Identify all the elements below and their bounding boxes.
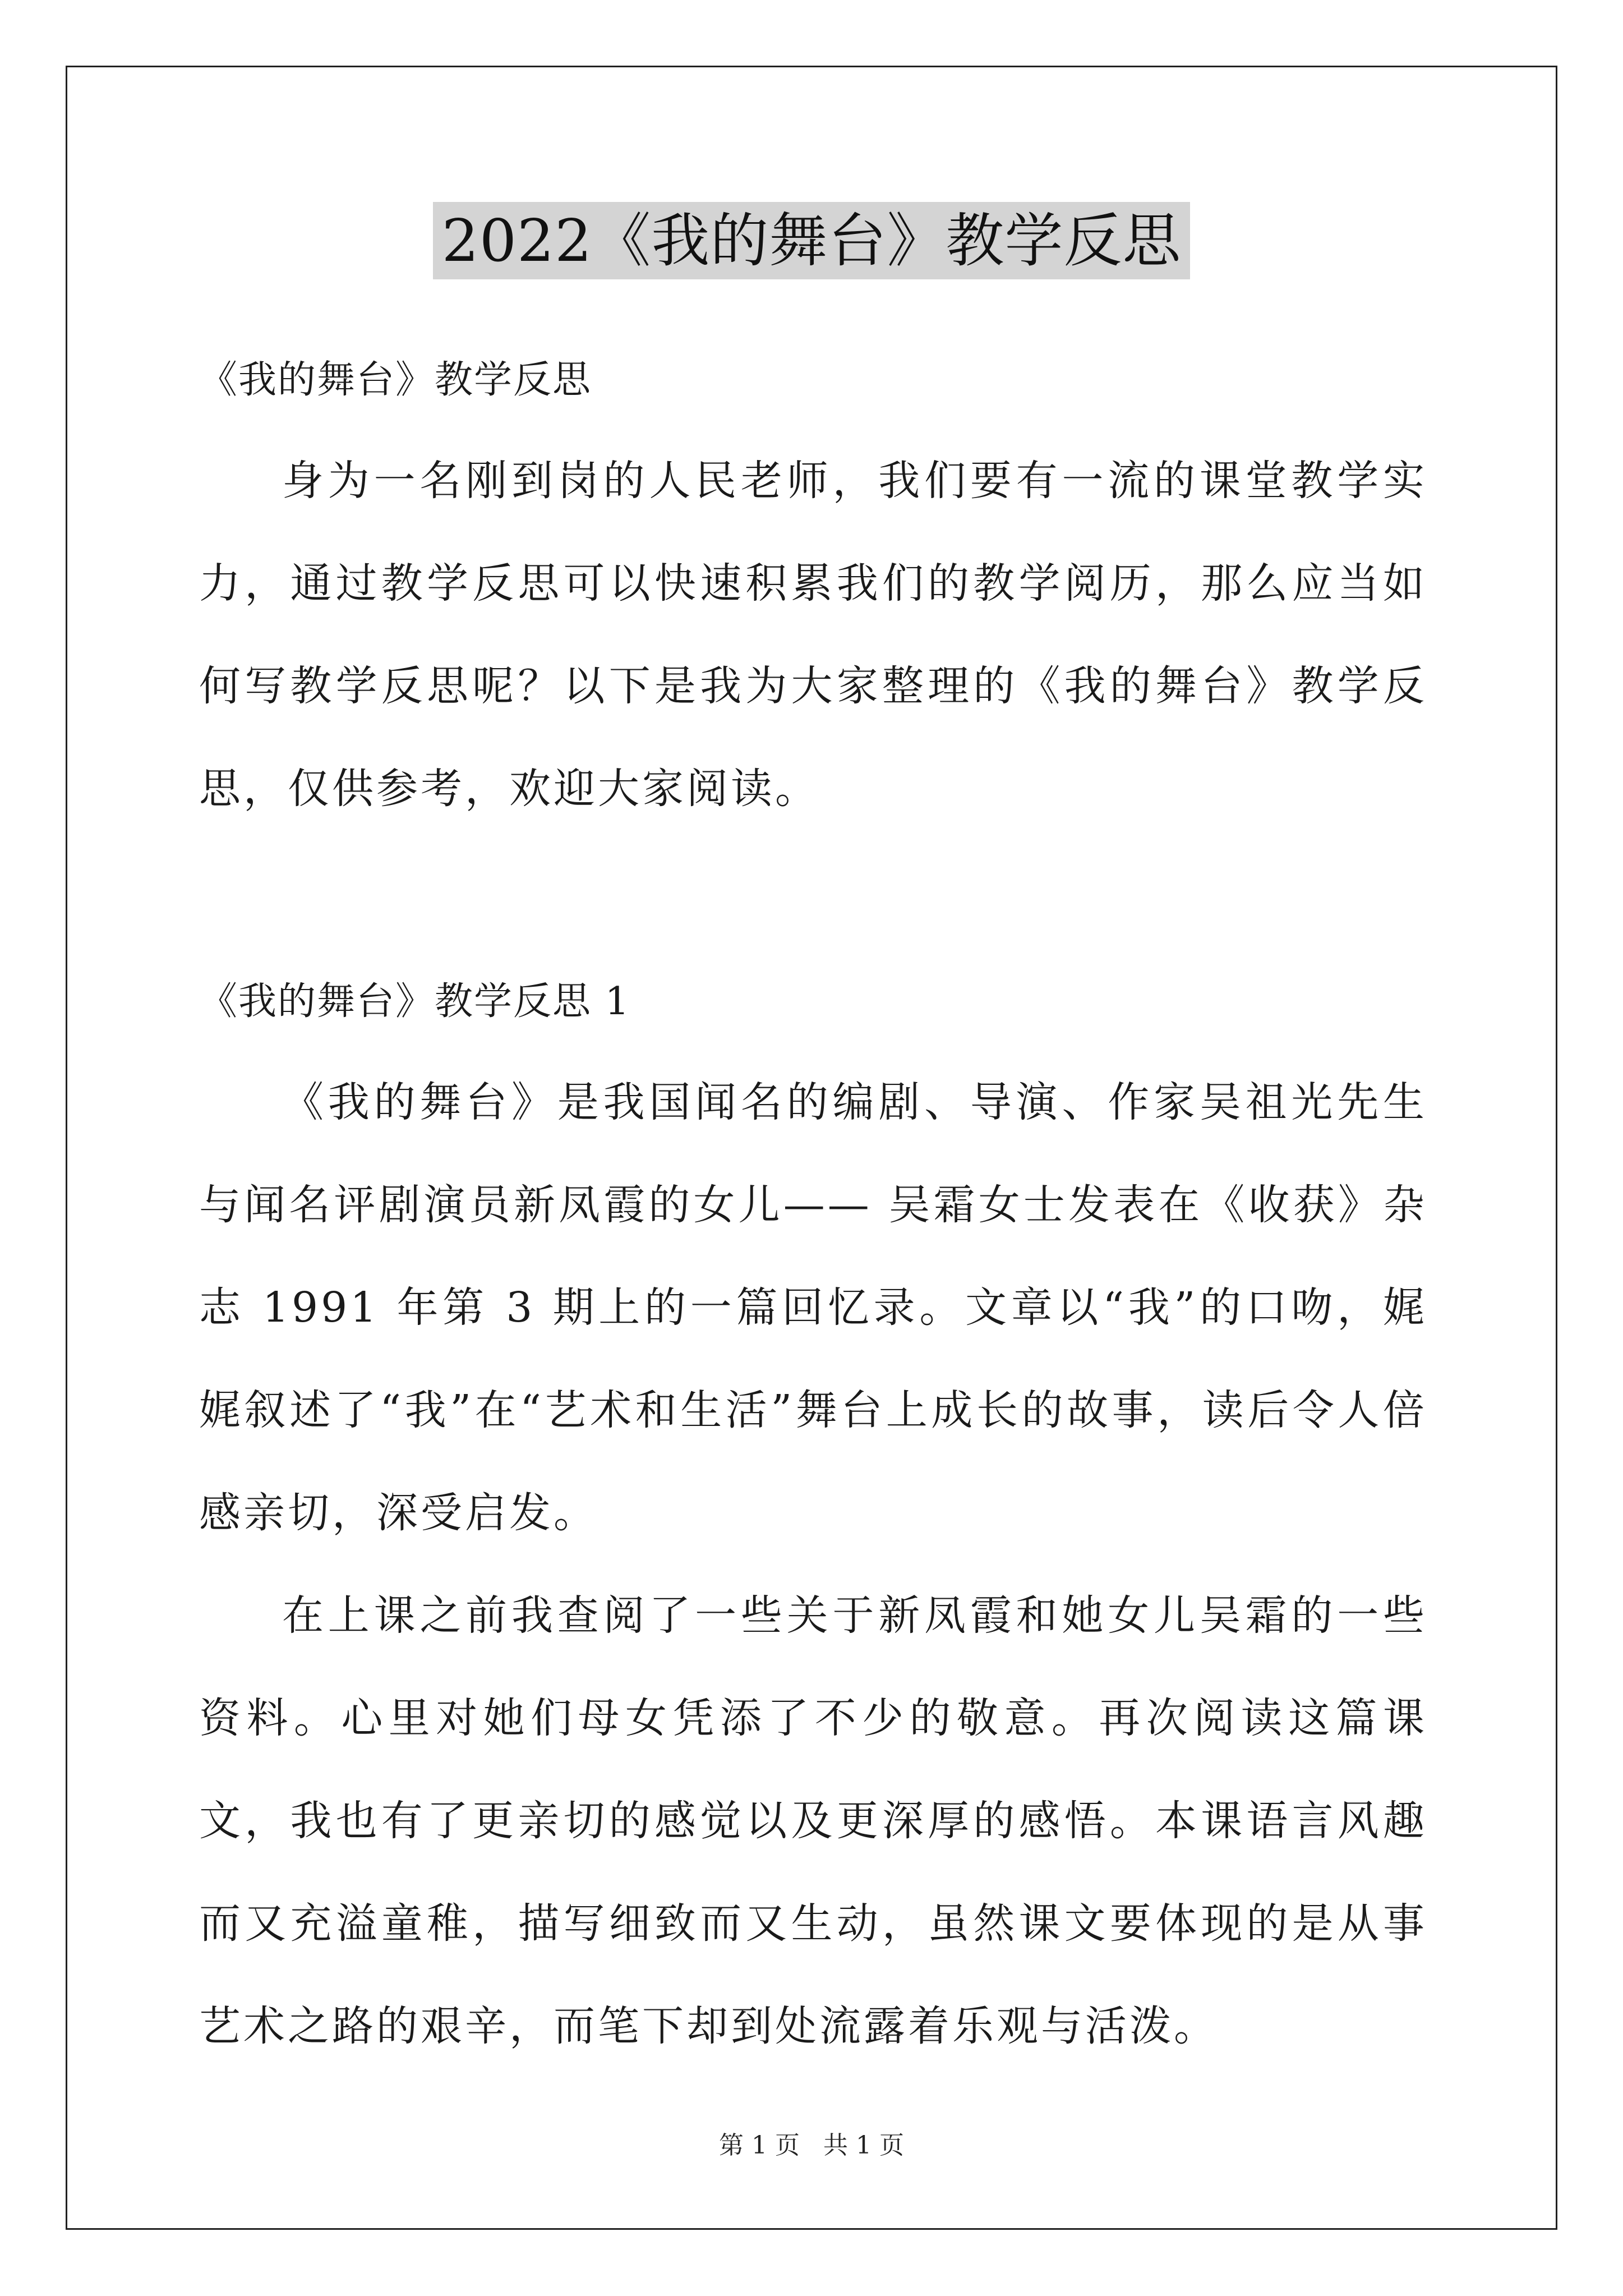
page-number-total: 共 1 页	[823, 2131, 904, 2160]
intro-paragraph: 身为一名刚到岗的人民老师，我们要有一流的课堂教学实力，通过教学反思可以快速积累我们的教学阅历，那么应当如何写教学反思呢？以下是我为大家整理的《我的舞台》教学反思，仅供参考，欢迎大家阅读。	[199, 457, 1427, 813]
section1-heading: 《我的舞台》教学反思 1	[199, 979, 630, 1024]
page-number-current: 第 1 页	[719, 2131, 800, 2160]
document-body	[199, 331, 1427, 2078]
document-title: 2022《我的舞台》教学反思	[433, 202, 1191, 279]
intro-heading: 《我的舞台》教学反思	[199, 358, 592, 402]
page-footer	[0, 2129, 1623, 2162]
section1-paragraph-1: 《我的舞台》是我国闻名的编剧、导演、作家吴祖光先生与闻名评剧演员新凤霞的女儿—— 吴霜女士发表在《收获》杂志 1991 年第 3 期上的一篇回忆录。文章以“我”的口吻，娓娓叙述了“我”在“艺术和生活”舞台上成长的故事，读后令人倍感亲切，深受启发。	[199, 1078, 1427, 1537]
title-container	[0, 202, 1623, 279]
section1-paragraph-2: 在上课之前我查阅了一些关于新凤霞和她女儿吴霜的一些资料。心里对她们母女凭添了不少的敬意。再次阅读这篇课文，我也有了更亲切的感觉以及更深厚的感悟。本课语言风趣而又充溢童稚，描写细致而又生动，虽然课文要体现的是从事艺术之路的艰辛，而笔下却到处流露着乐观与活泼。	[199, 1591, 1427, 2050]
section-spacer	[199, 840, 1427, 953]
